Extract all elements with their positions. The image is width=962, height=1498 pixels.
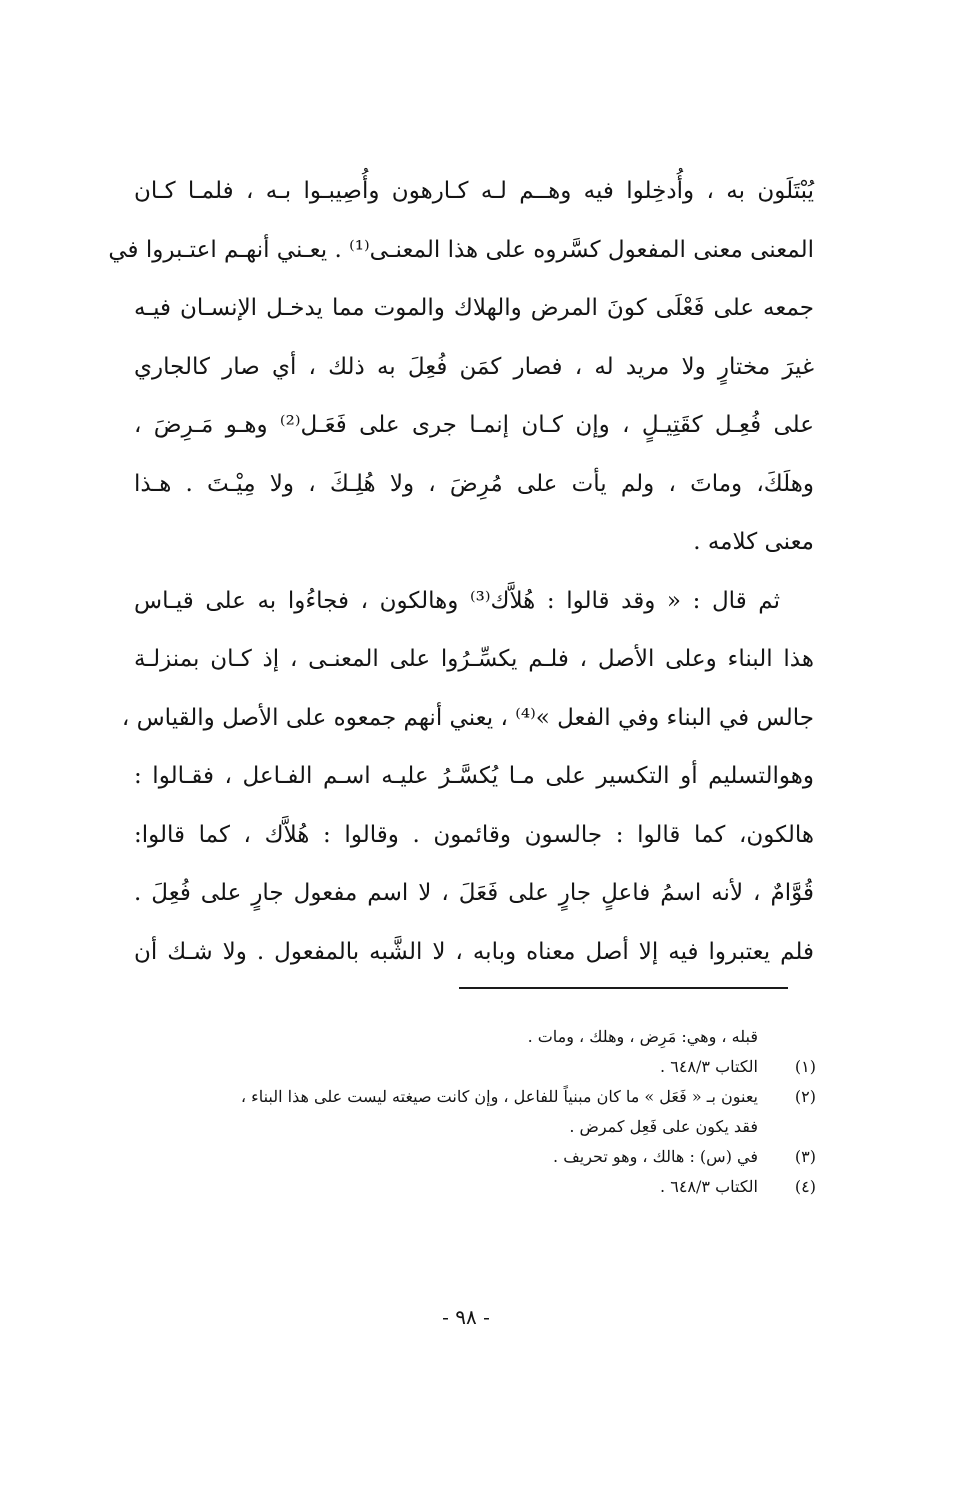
footnote-3: [116, 1142, 816, 1172]
footnote-divider: [459, 987, 788, 989]
text-line: قُوَّامٌ ، لأنه اسمُ فاعلٍ جارٍ على فَعَلَ ، لا اسم مفعول جارٍ على فُعِلَ .: [134, 880, 814, 906]
text-line: هالكون، كما قالوا : جالسون وقائمون . وقالوا : هُلاَّك ، كما قالوا:: [134, 821, 814, 848]
text-line: يُبْتَلَون به ، وأُدخِلوا فيه وهــم لـه كـارهون وأُصِيبـوا بـه ، فلمـا كـان: [134, 178, 814, 204]
text-line: جمعه على فَعْلَى كونَ المرض والهلاك والموت مما يدخـل الإنسـان فيـه: [134, 295, 814, 321]
footnote-1: [116, 1052, 816, 1082]
footnote-text: قبله ، وهي: مَرِض ، وهلك ، ومات .: [527, 1027, 758, 1046]
footnote-text: الكتاب ٦٤٨/٣ .: [660, 1057, 758, 1076]
text-line: وهوالتسليم أو التكسير على مـا يُكسَّـرُ عليـه اسـم الفـاعل ، فقـالوا :: [134, 763, 814, 789]
text-line: ثم قال : « وقد قالوا : هُلاَّك⁽³⁾ وهالكون ، فجاءُوا به على قيـاس: [134, 587, 780, 614]
footnote-number: (٢): [794, 1087, 816, 1106]
footnote-text: الكتاب ٦٤٨/٣ .: [660, 1177, 758, 1196]
footnotes: [116, 1022, 816, 1202]
footnote-number: [758, 1022, 816, 1052]
footnote-text: في (س) : هالك ، وهو تحريف .: [553, 1147, 758, 1166]
main-text: [108, 162, 814, 981]
footnote-number: (٣): [794, 1147, 816, 1166]
footnote-text: يعنون بـ « فَعَل » ما كان مبنياً للفاعل ، وإن كانت صيغته ليست على هذا البناء ،: [240, 1087, 758, 1106]
text-line: المعنى معنى المفعول كسَّروه على هذا المعنـى⁽¹⁾ . يعـني أنهـم اعتـبروا في: [108, 236, 814, 263]
text-line: على فُعِـل كقَتِيـلٍ ، وإن كـان إنمـا جرى على فَعَـل⁽²⁾ وهـو مَـرِضَ ،: [134, 412, 814, 438]
text-line: غيرَ مختارٍ ولا مريد له ، فصار كمَن فُعِلَ به ذلك ، أي صار كالجاري: [134, 353, 814, 380]
text-line: معنى كلامه .: [693, 529, 814, 555]
text-line: وهلَكَ، وماتَ ، ولم يأت على مُرِضَ ، ولا هُلِـكَ ، ولا مِيْـتَ . هـذا: [134, 470, 814, 497]
footnote-4: [116, 1172, 816, 1202]
footnote-continuation: [116, 1022, 816, 1052]
page-number: - ٩٨ -: [442, 1305, 490, 1329]
footnote-number: (٤): [794, 1177, 816, 1196]
text-line: جالس في البناء وفي الفعل »⁽⁴⁾ ، يعني أنهم جمعوه على الأصل والقياس ،: [121, 704, 814, 731]
text-line: هذا البناء وعلى الأصل ، فلـم يكسِّـرُوا على المعنـى ، إذ كـان بمنزلـة: [134, 646, 814, 672]
text-line: فلم يعتبروا فيه إلا أصل معناه وبابه ، لا الشَّبه بالمفعول . ولا شـك أن: [134, 938, 814, 965]
footnote-number: (١): [794, 1057, 816, 1076]
footnote-text: فقد يكون على فَعِل كمرض .: [569, 1117, 758, 1136]
footnote-2: [116, 1082, 816, 1142]
